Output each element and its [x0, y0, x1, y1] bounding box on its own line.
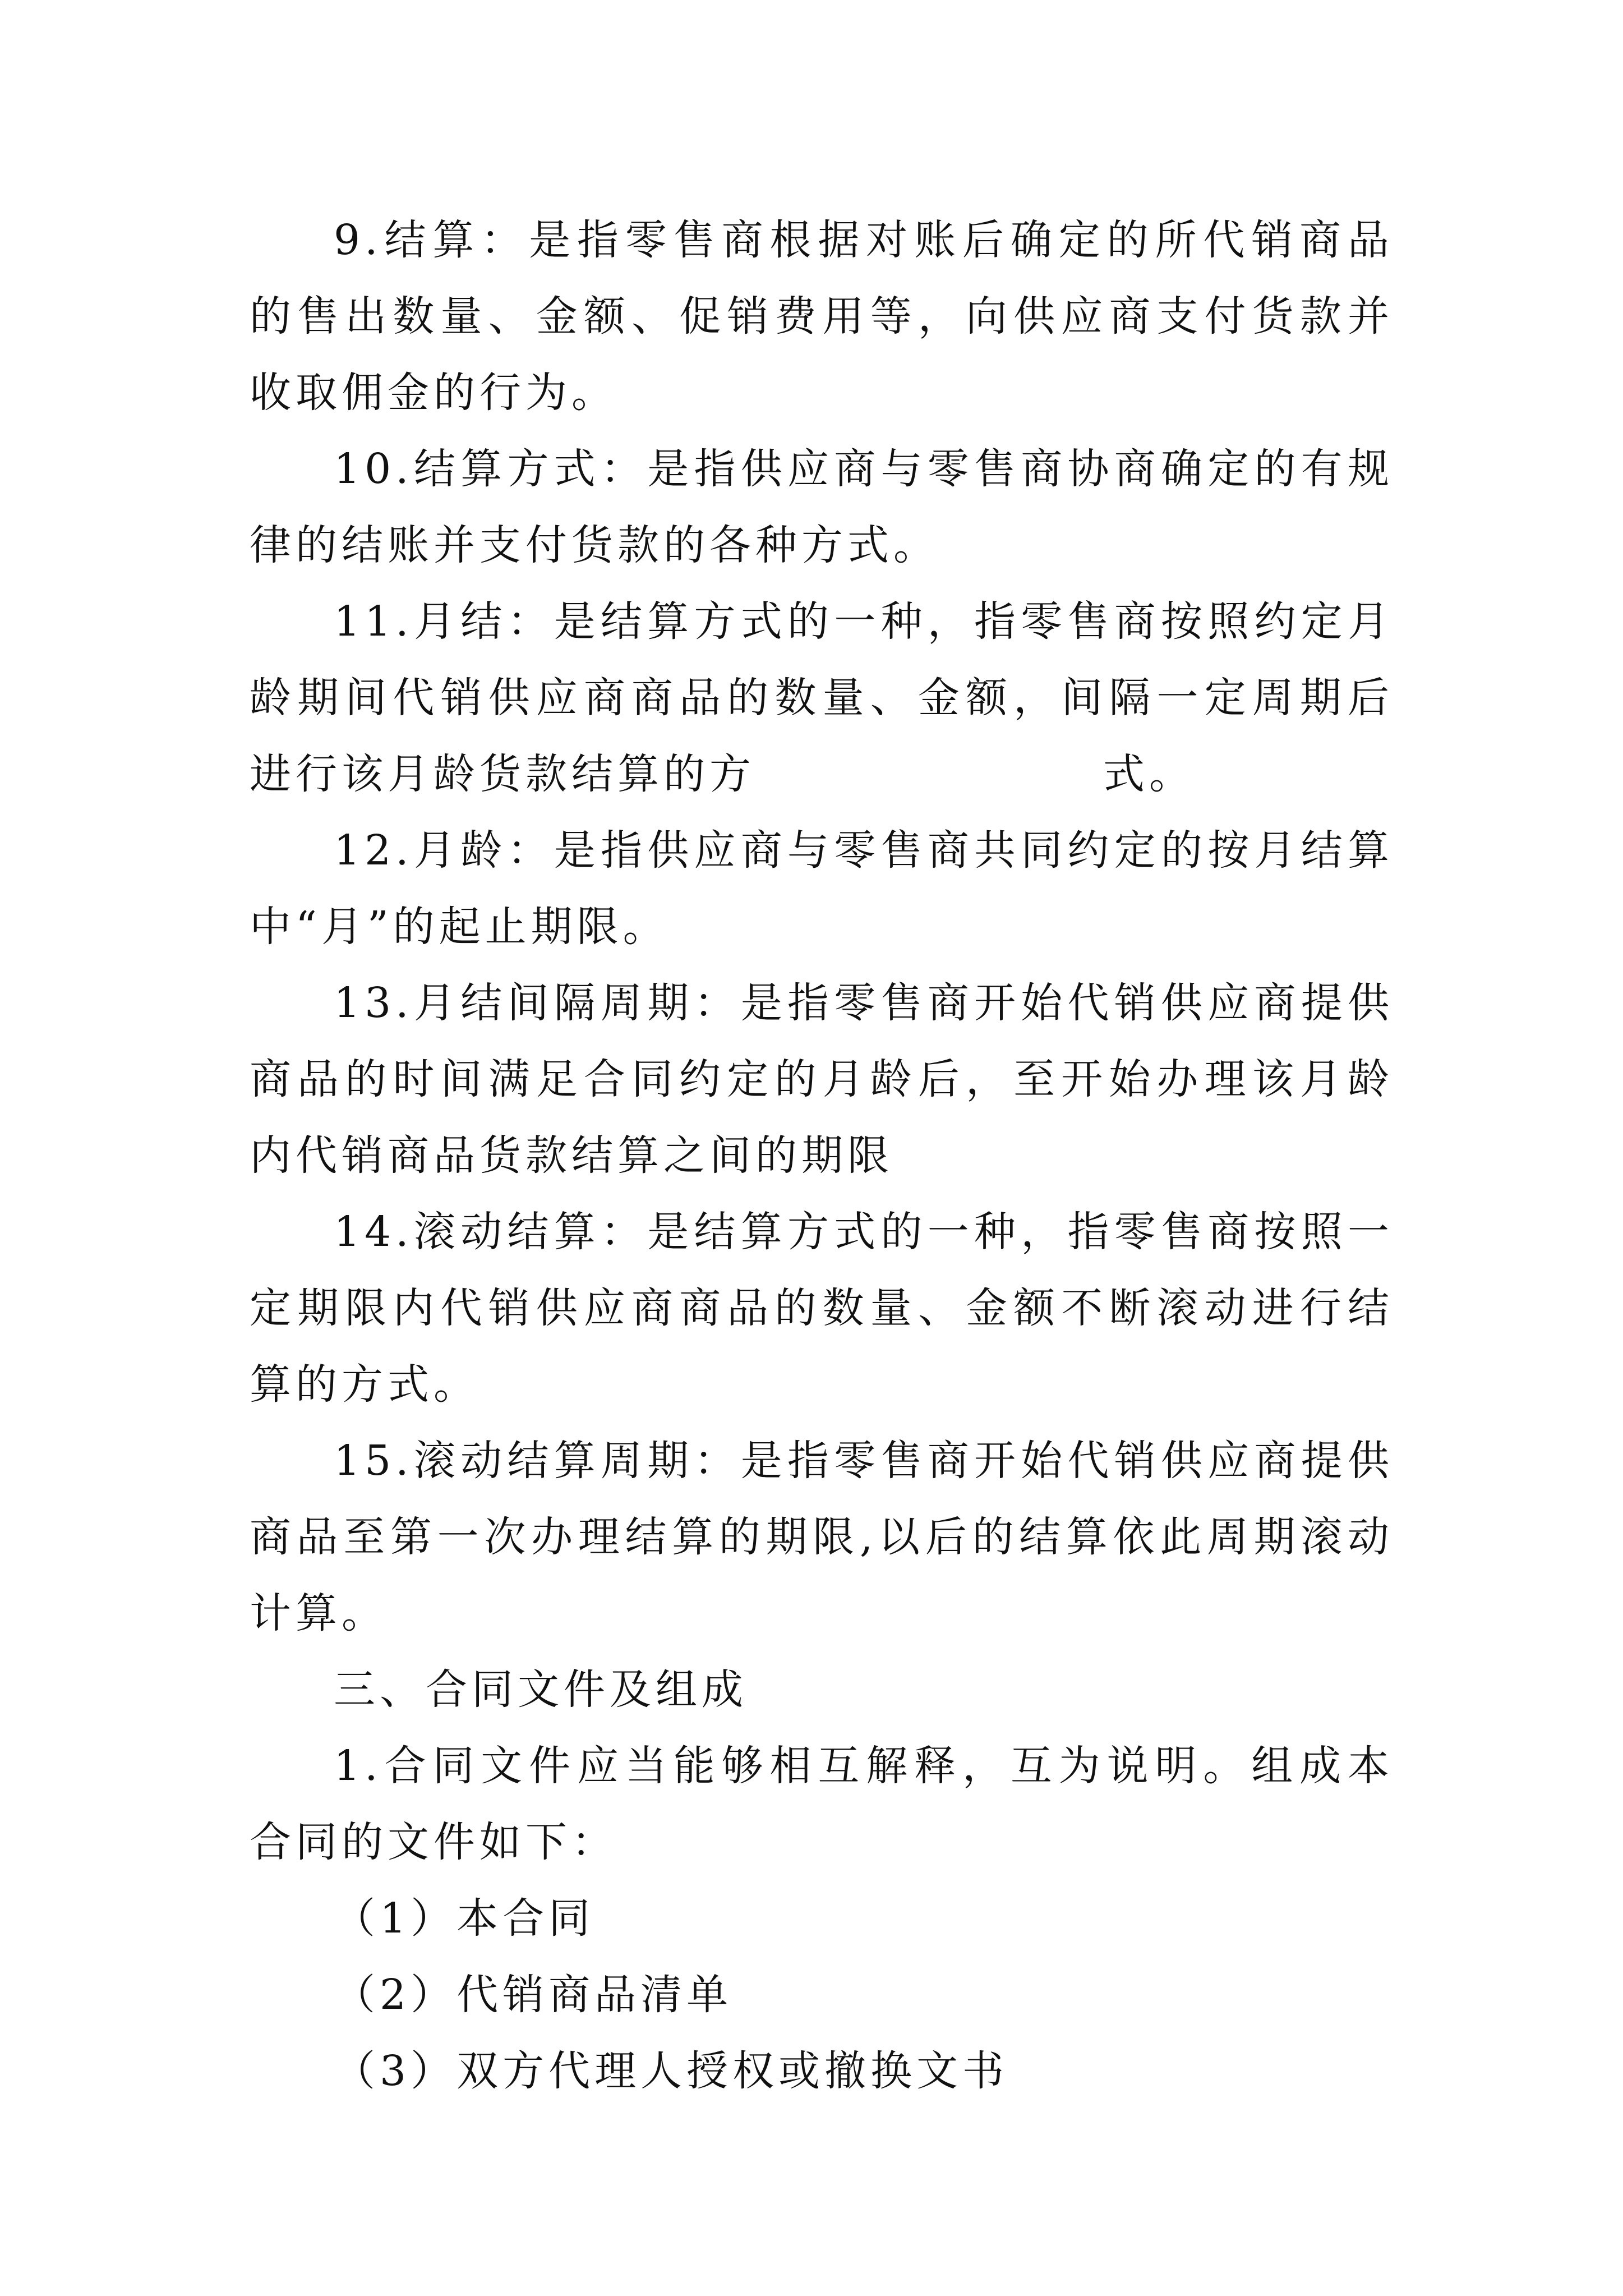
paragraph-12-month-age: 12.月龄：是指供应商与零售商共同约定的按月结算中“月”的起止期限。 — [250, 826, 1394, 951]
section-3-subitem-3: （3）双方代理人授权或撤换文书 — [334, 2047, 1009, 2095]
paragraph-10-settlement-method: 10.结算方式：是指供应商与零售商协商确定的有规律的结账并支付货款的各种方式。 — [250, 445, 1394, 569]
section-3-subitem-1: （1）本合同 — [334, 1894, 595, 1943]
section-3-item-1: 1.合同文件应当能够相互解释，互为说明。组成本合同的文件如下： — [250, 1742, 1394, 1866]
paragraph-9-settlement: 9.结算：是指零售商根据对账后确定的所代销商品的售出数量、金额、促销费用等，向供应商支付货款并收取佣金的行为。 — [250, 216, 1394, 417]
paragraph-15-rolling-period: 15.滚动结算周期：是指零售商开始代销供应商提供商品至第一次办理结算的期限,以后的结算依此周期滚动计算。 — [250, 1437, 1394, 1637]
paragraph-14-rolling-settlement: 14.滚动结算：是结算方式的一种，指零售商按照一定期限内代销供应商商品的数量、金额不断滚动进行结算的方式。 — [250, 1208, 1394, 1409]
section-3-heading: 三、合同文件及组成 — [334, 1665, 748, 1714]
section-3-subitem-2: （2）代销商品清单 — [334, 1971, 733, 2019]
document-body — [250, 202, 1394, 2109]
paragraph-11-text-b: 式。 — [1103, 750, 1195, 798]
paragraph-13-monthly-interval: 13.月结间隔周期：是指零售商开始代销供应商提供商品的时间满足合同约定的月龄后，至开始办理该月龄内代销商品货款结算之间的期限 — [250, 979, 1394, 1180]
paragraph-11-monthly-settlement — [250, 583, 1394, 812]
paragraph-11-text-a: 11.月结：是结算方式的一种，指零售商按照约定月龄期间代销供应商商品的数量、金额，间隔一定周期后进行该月龄货款结算的方 — [250, 597, 1394, 798]
